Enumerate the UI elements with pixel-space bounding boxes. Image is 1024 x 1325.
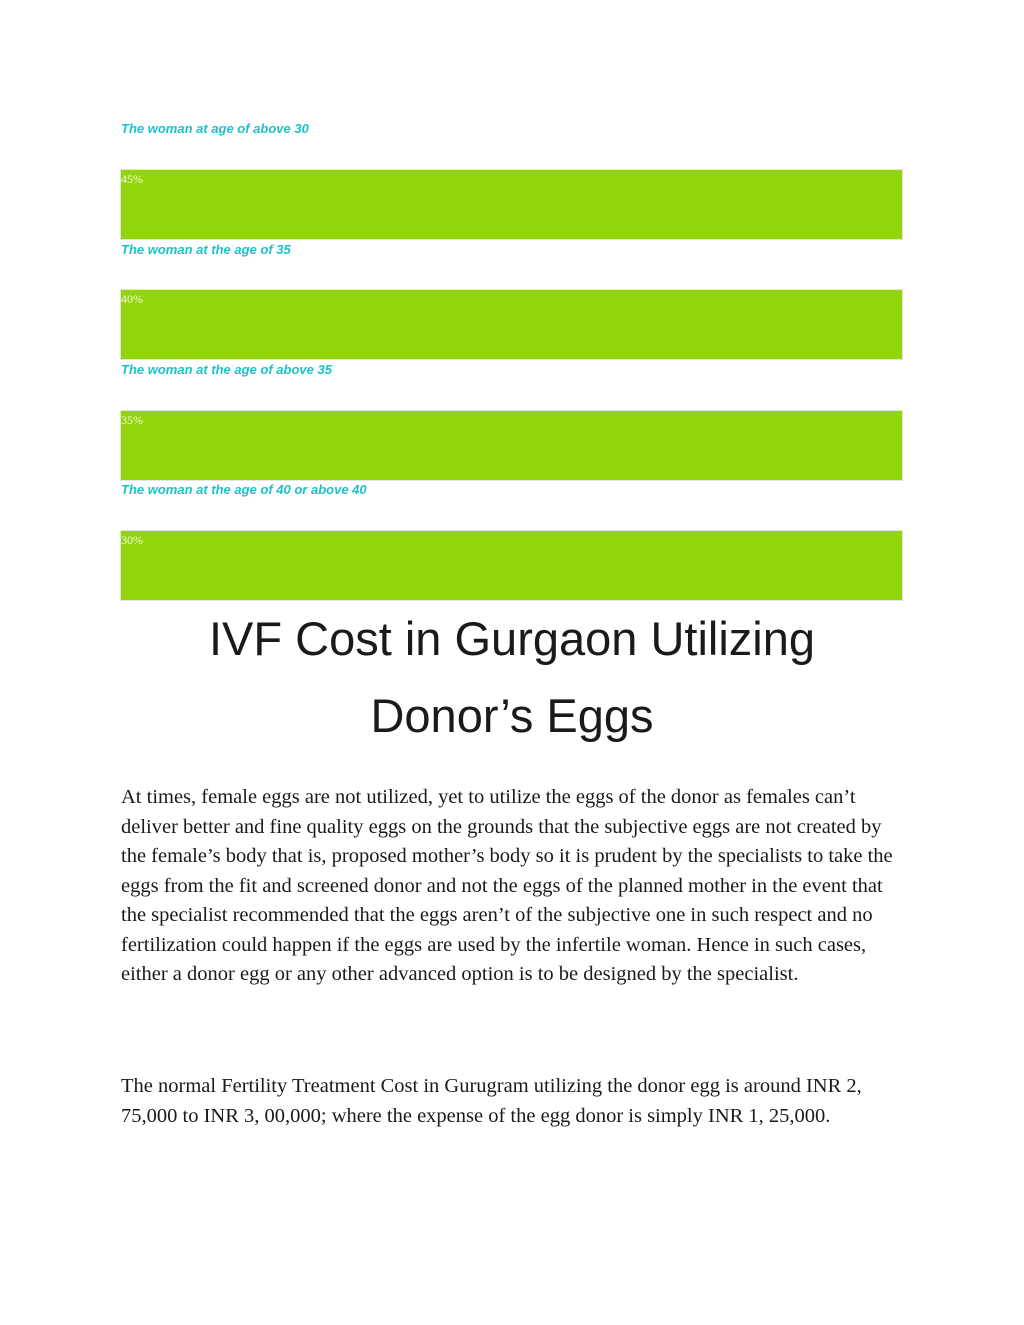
stat-value-age-above-30: 45% <box>121 172 143 186</box>
section-heading <box>0 600 1024 754</box>
stat-value-age-above-35: 35% <box>121 413 143 427</box>
section-heading-line-1: IVF Cost in Gurgaon Utilizing <box>208 612 816 665</box>
stat-label-age-above-30: The woman at age of above 30 <box>121 121 309 136</box>
stat-bar-age-35 <box>120 289 903 360</box>
stat-value-age-40-or-above: 30% <box>121 533 143 547</box>
section-heading-line-2: Donor’s Eggs <box>370 689 654 742</box>
stat-bar-age-40-or-above <box>120 530 903 601</box>
stat-label-age-35: The woman at the age of 35 <box>121 242 291 257</box>
stat-bar-age-above-35 <box>120 410 903 481</box>
stat-value-age-35: 40% <box>121 292 143 306</box>
treatment-cost-paragraph: The normal Fertility Treatment Cost in Gurugram utilizing the donor egg is around INR 2, 75,000 to INR 3, 00,000; where the expense of the egg donor is simply INR 1, 25,000. <box>121 1075 862 1127</box>
stat-label-age-above-35: The woman at the age of above 35 <box>121 362 332 377</box>
donor-eggs-paragraph: At times, female eggs are not utilized, yet to utilize the eggs of the donor as females can’t deliver better and fine quality eggs on the grounds that the subjective eggs are not created by the female’s body that is, proposed mother’s body so it is prudent by the specialists to take the eggs from the fit and screened donor and not the eggs of the planned mother in the event that the specialist recommended that the eggs aren’t of the subjective one in such respect and no fertilization could happen if the eggs are used by the infertile woman. Hence in such cases, either a donor egg or any other advanced option is to be designed by the specialist. <box>121 786 893 985</box>
stat-bar-age-above-30 <box>120 169 903 240</box>
stat-label-age-40-or-above: The woman at the age of 40 or above 40 <box>121 482 367 497</box>
